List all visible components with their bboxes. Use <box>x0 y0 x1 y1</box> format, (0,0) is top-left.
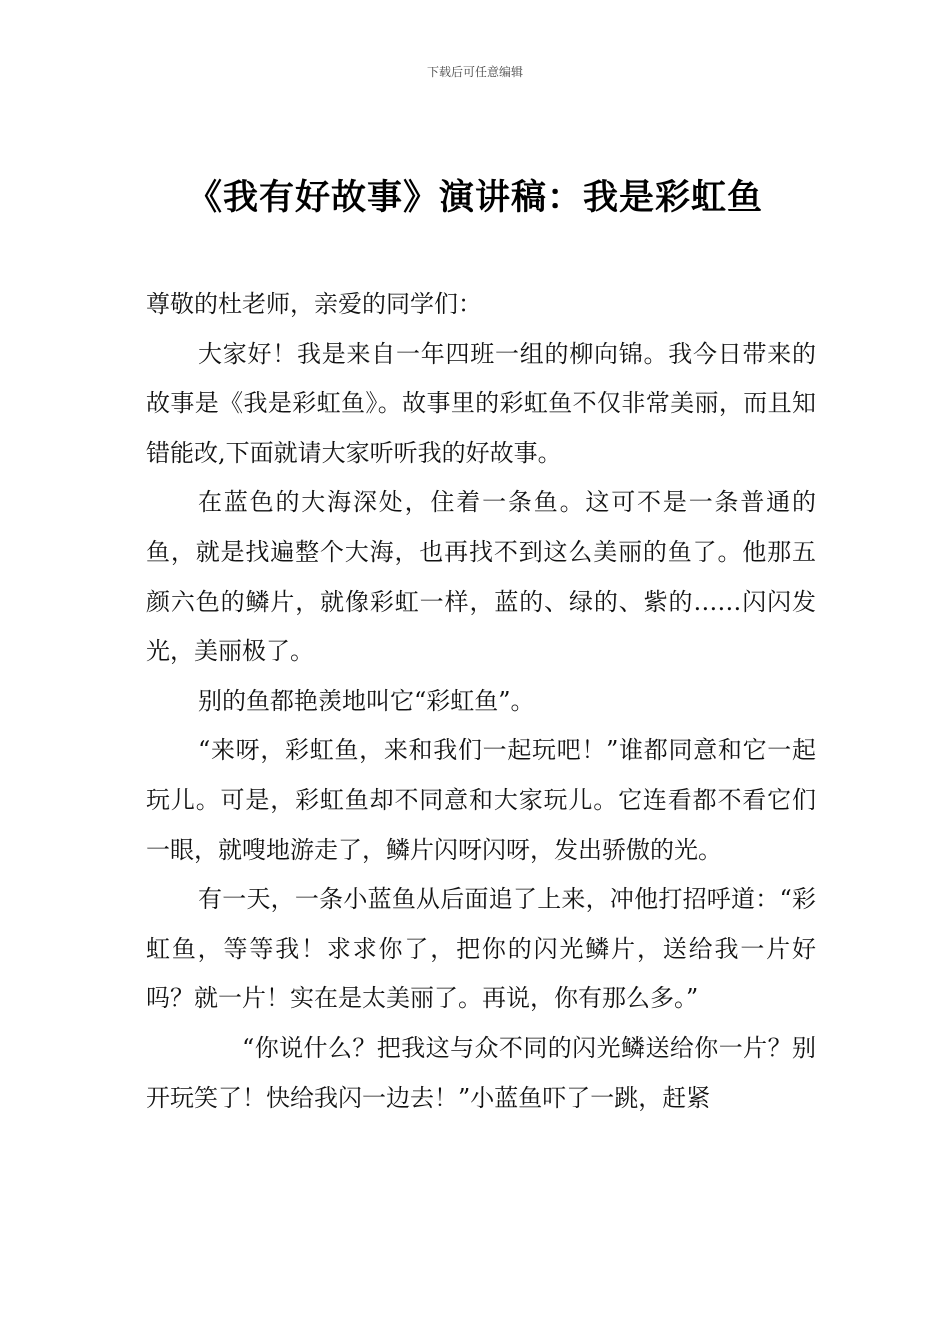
document-title: 《我有好故事》演讲稿：我是彩虹鱼 <box>186 178 763 218</box>
paragraph: 大家好！我是来自一年四班一组的柳向锦。我今日带来的故事是《我是彩虹鱼》。故事里的彩虹鱼不仅非常美丽，而且知错能改,下面就请大家听听我的好故事。 <box>146 339 816 467</box>
header-note: 下载后可任意编辑 <box>426 65 523 79</box>
paragraph: “你说什么？把我这与众不同的闪光鳞送给你一片？别开玩笑了！快给我闪一边去！”小蓝鱼吓了一跳，赶紧 <box>146 1033 816 1112</box>
paragraph: 有一天，一条小蓝鱼从后面追了上来，冲他打招呼道：“彩虹鱼，等等我！求求你了，把你的闪光鳞片，送给我一片好吗？就一片！实在是太美丽了。再说，你有那么多。” <box>146 885 816 1013</box>
paragraph: 在蓝色的大海深处，住着一条鱼。这可不是一条普通的鱼，就是找遍整个大海，也再找不到这么美丽的鱼了。他那五颜六色的鳞片，就像彩虹一样，蓝的、绿的、紫的……闪闪发光，美丽极了。 <box>146 488 816 666</box>
paragraph: “来呀，彩虹鱼，来和我们一起玩吧！”谁都同意和它一起玩儿。可是，彩虹鱼却不同意和大家玩儿。它连看都不看它们一眼，就嗖地游走了，鳞片闪呀闪呀，发出骄傲的光。 <box>146 736 816 864</box>
document-body <box>146 280 816 1123</box>
salutation-paragraph: 尊敬的杜老师，亲爱的同学们： <box>146 290 482 318</box>
paragraph: 别的鱼都艳羡地叫它“彩虹鱼”。 <box>198 686 535 715</box>
